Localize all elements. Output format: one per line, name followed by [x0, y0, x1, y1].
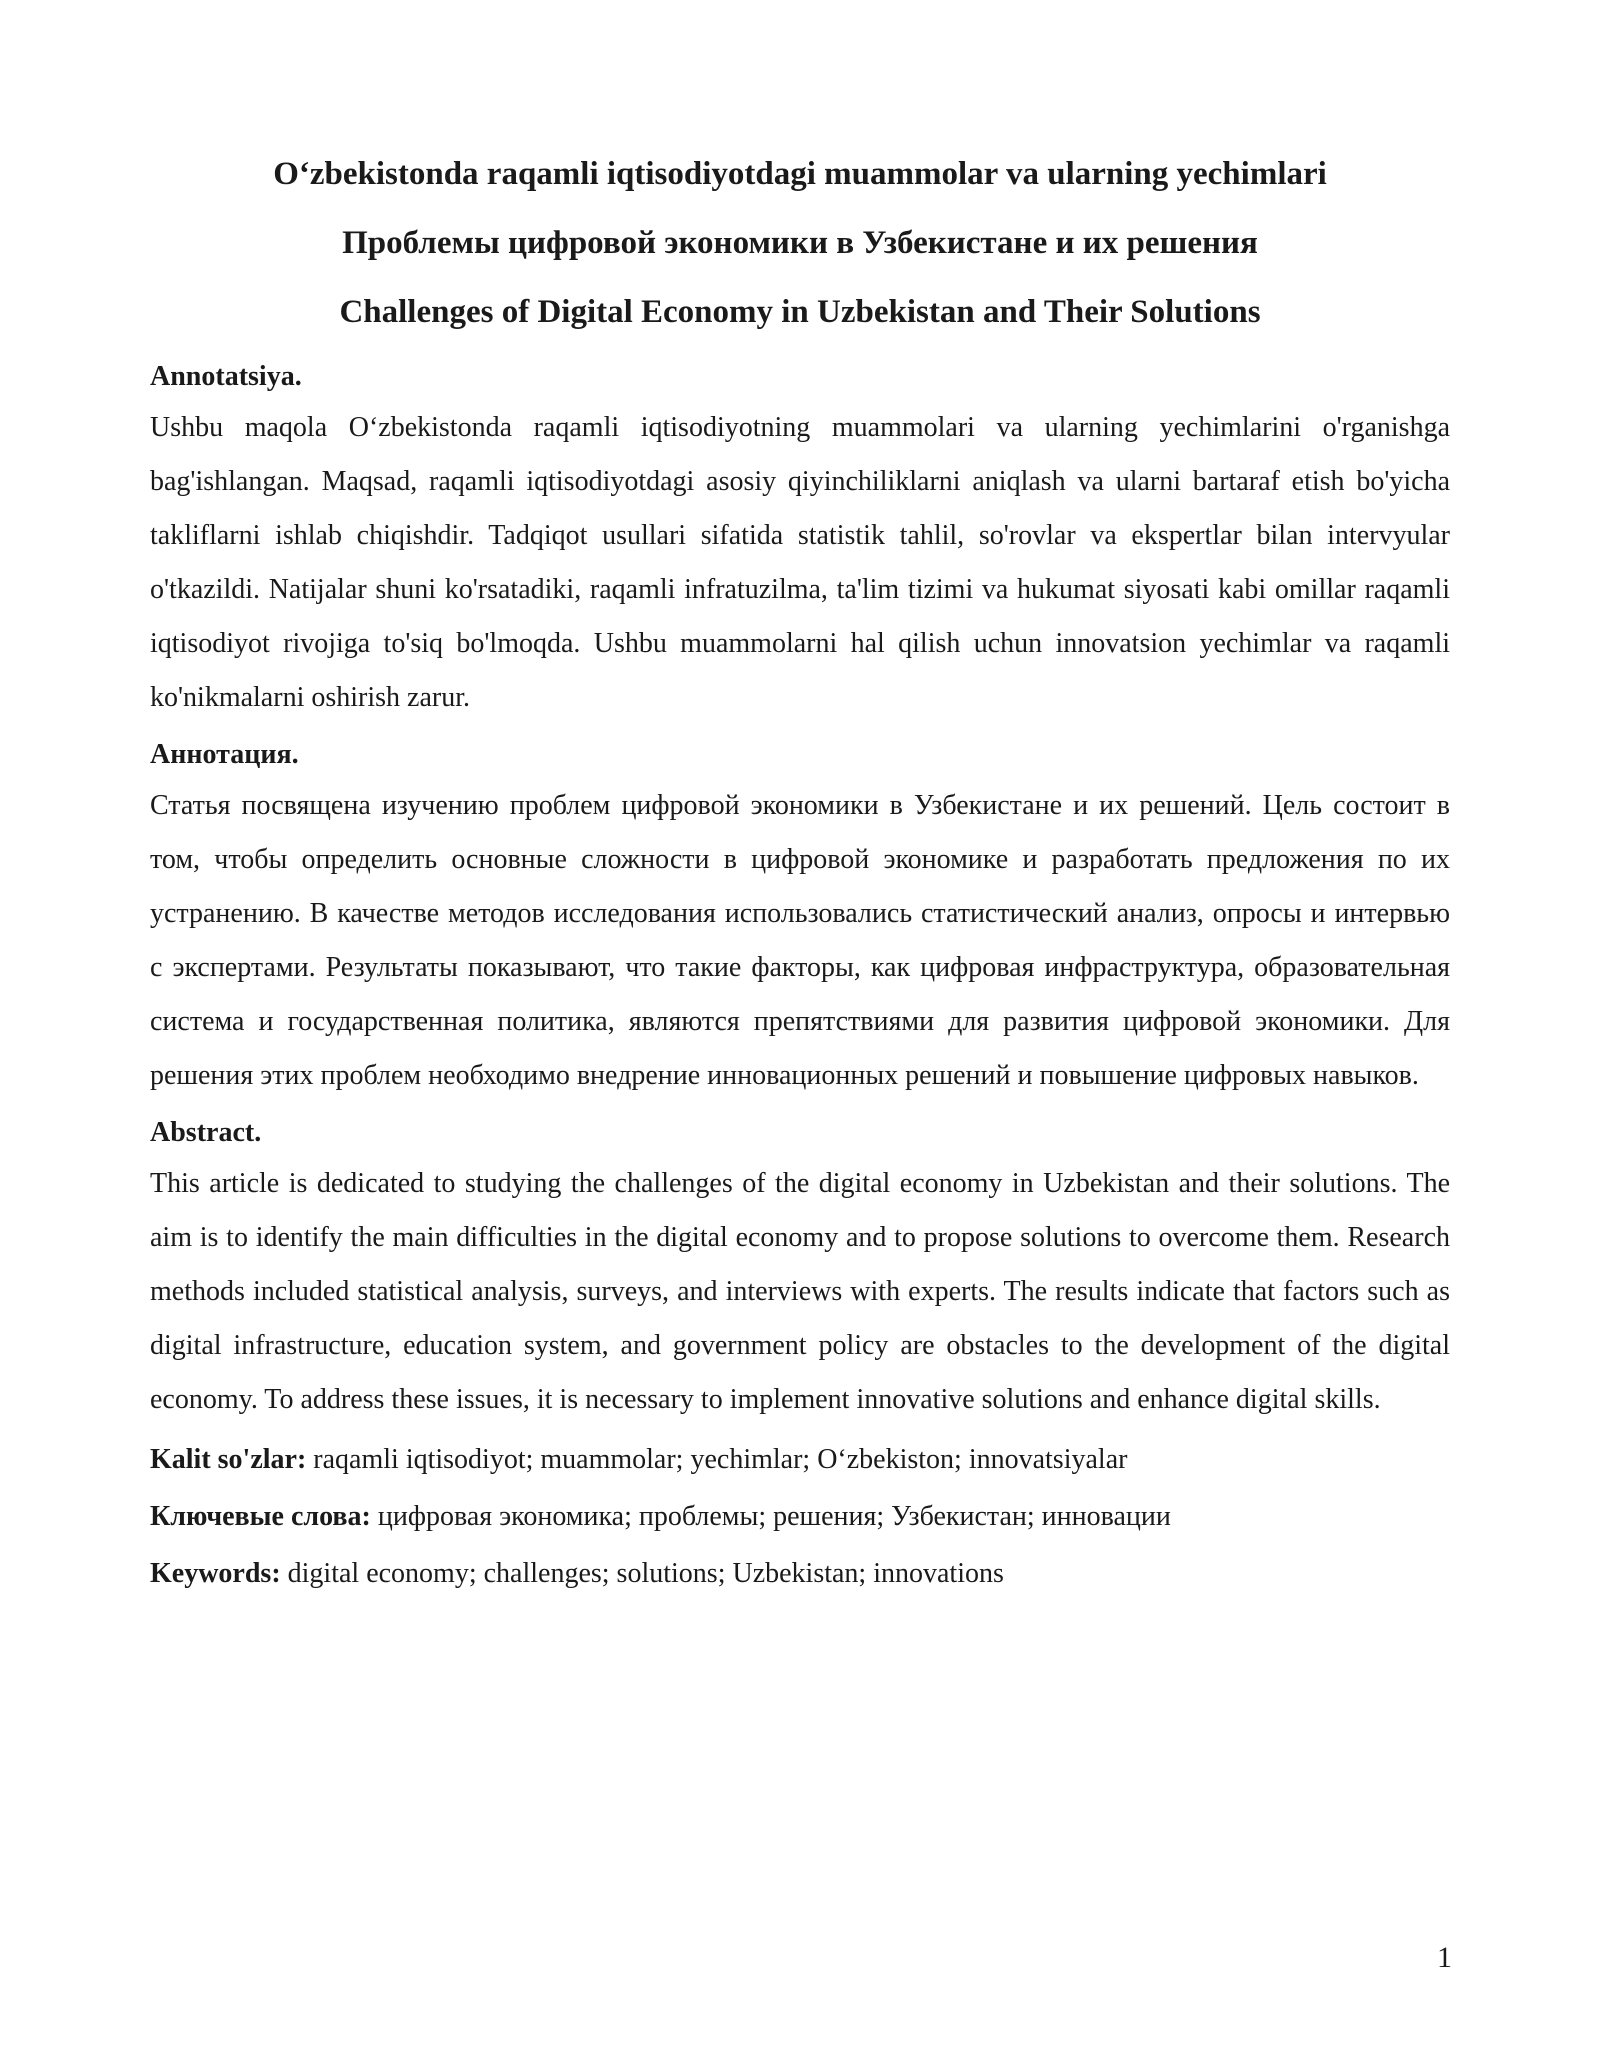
keywords-uzbek-label: Kalit so'zlar: — [150, 1444, 307, 1475]
abstract-uzbek-heading: Annotatsiya. — [150, 361, 302, 392]
title-russian: Проблемы цифровой экономики в Узбекистане и их решения — [342, 225, 1258, 261]
abstract-english-section — [150, 1113, 1450, 1427]
title-english: Challenges of Digital Economy in Uzbekistan and Their Solutions — [339, 294, 1261, 330]
keywords-russian-label: Ключевые слова: — [150, 1501, 371, 1532]
keywords-uzbek — [150, 1431, 1450, 1488]
keywords-russian-text: цифровая экономика; проблемы; решения; Узбекистан; инновации — [370, 1501, 1171, 1532]
abstract-uzbek-text: Ushbu maqola O‘zbekistonda raqamli iqtisodiyotning muammolari va ularning yechimlarini o'rganishga bag'ishlangan. Maqsad, raqamli iqtisodiyotdagi asosiy qiyinchiliklarni aniqlash va ularni bartaraf etish bo'yicha takliflarni ishlab chiqishdir. Tadqiqot usullari sifatida statistik tahlil, so'rovlar va ekspertlar bilan intervyular o'tkazildi. Natijalar shuni ko'rsatadiki, raqamli infratuzilma, ta'lim tizimi va hukumat siyosati kabi omillar raqamli iqtisodiyot rivojiga to'siq bo'lmoqda. Ushbu muammolarni hal qilish uchun innovatsion yechimlar va raqamli ko'nikmalarni oshirish zarur. — [150, 412, 1450, 713]
title-uzbek: O‘zbekistonda raqamli iqtisodiyotdagi muammolar va ularning yechimlari — [273, 156, 1327, 192]
page-number: 1 — [1437, 1941, 1452, 1974]
keywords-russian — [150, 1488, 1450, 1545]
paper-page — [150, 140, 1450, 1602]
abstract-english-heading: Abstract. — [150, 1117, 262, 1148]
keywords-english-text: digital economy; challenges; solutions; Uzbekistan; innovations — [280, 1558, 1004, 1589]
abstract-russian-section — [150, 735, 1450, 1103]
keywords-english — [150, 1545, 1450, 1602]
abstract-english-text: This article is dedicated to studying the challenges of the digital economy in Uzbekistan and their solutions. The aim is to identify the main difficulties in the digital economy and to propose solutions to overcome them. Research methods included statistical analysis, surveys, and interviews with experts. The results indicate that factors such as digital infrastructure, education system, and government policy are obstacles to the development of the digital economy. To address these issues, it is necessary to implement innovative solutions and enhance digital skills. — [150, 1168, 1450, 1415]
keywords-block — [150, 1431, 1450, 1602]
abstract-russian-heading: Аннотация. — [150, 739, 299, 770]
keywords-uzbek-text: raqamli iqtisodiyot; muammolar; yechimlar; O‘zbekiston; innovatsiyalar — [306, 1444, 1128, 1475]
abstract-uzbek-section — [150, 357, 1450, 725]
abstract-russian-text: Статья посвящена изучению проблем цифровой экономики в Узбекистане и их решений. Цель состоит в том, чтобы определить основные сложности в цифровой экономике и разработать предложения по их устранению. В качестве методов исследования использовались статистический анализ, опросы и интервью с экспертами. Результаты показывают, что такие факторы, как цифровая инфраструктура, образовательная система и государственная политика, являются препятствиями для развития цифровой экономики. Для решения этих проблем необходимо внедрение инновационных решений и повышение цифровых навыков. — [150, 790, 1450, 1091]
keywords-english-label: Keywords: — [150, 1558, 281, 1589]
